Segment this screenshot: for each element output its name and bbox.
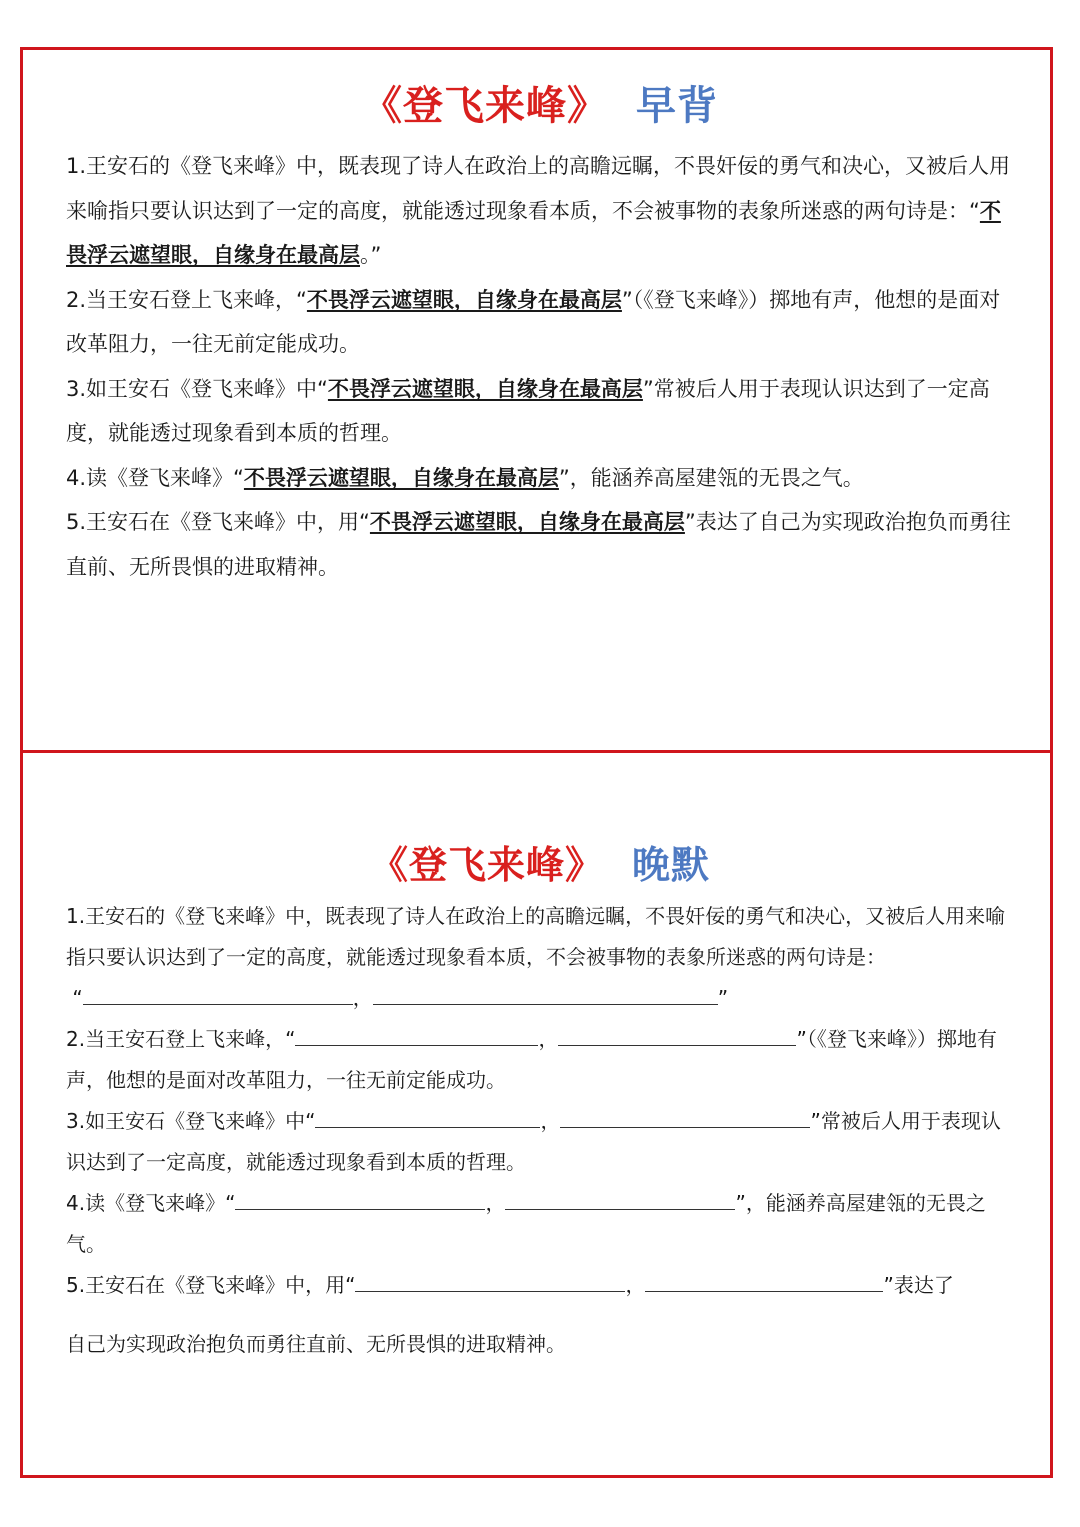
evening-question-1 bbox=[66, 896, 1016, 1019]
answer-blank[interactable] bbox=[505, 1185, 735, 1210]
question-text: ”（《登飞来峰》）掷地有声，他想的是面对改革阻力，一往无前定能成功。 bbox=[66, 1027, 997, 1092]
question-text: 1.王安石的《登飞来峰》中，既表现了诗人在政治上的高瞻远瞩，不畏奸佞的勇气和决心，又被后人用来喻指只要认识达到了一定的高度，就能透过现象看本质，不会被事物的表象所迷惑的两句诗是：“ bbox=[66, 154, 1011, 223]
question-text: 4.读《登飞来峰》“ bbox=[66, 1191, 236, 1215]
comma: ， bbox=[540, 1109, 561, 1133]
morning-title-label: 早背 bbox=[636, 83, 718, 129]
evening-title-label: 晚默 bbox=[632, 843, 711, 887]
answer-text: 不畏浮云遮望眼，自缘身在最高层 bbox=[327, 376, 643, 401]
question-text: ”，能涵养高屋建瓴的无畏之气。 bbox=[66, 1191, 986, 1256]
answer-blank[interactable] bbox=[373, 980, 718, 1005]
evening-question-5 bbox=[66, 1265, 1016, 1306]
answer-blank[interactable] bbox=[560, 1103, 810, 1128]
section-divider bbox=[20, 750, 1053, 753]
answer-text: 不畏浮云遮望眼，自缘身在最高层 bbox=[66, 198, 1001, 267]
question-text: 1.王安石的《登飞来峰》中，既表现了诗人在政治上的高瞻远瞩，不畏奸佞的勇气和决心，又被后人用来喻指只要认识达到了一定的高度，就能透过现象看本质，不会被事物的表象所迷惑的两句诗是： bbox=[66, 904, 1006, 969]
evening-question-2 bbox=[66, 1019, 1016, 1101]
question-text: ”表达了 bbox=[883, 1273, 954, 1297]
evening-question-4 bbox=[66, 1183, 1016, 1265]
question-text: ”常被后人用于表现认识达到了一定高度，就能透过现象看到本质的哲理。 bbox=[66, 1109, 1001, 1174]
evening-title bbox=[0, 834, 1080, 889]
morning-question-4 bbox=[66, 456, 1016, 501]
answer-text: 不畏浮云遮望眼，自缘身在最高层 bbox=[369, 510, 685, 534]
answer-text: 不畏浮云遮望眼，自缘身在最高层 bbox=[243, 465, 559, 490]
morning-question-3 bbox=[66, 367, 1016, 456]
question-text: ”常被后人用于表现认识达到了一定高度，就能透过现象看到本质的哲理。 bbox=[66, 376, 990, 445]
morning-title bbox=[0, 74, 1080, 131]
answer-blank[interactable] bbox=[295, 1021, 538, 1046]
answer-blank[interactable] bbox=[558, 1021, 796, 1046]
quote-mark: “ bbox=[72, 986, 83, 1010]
morning-title-poem: 《登飞来峰》 bbox=[362, 83, 608, 129]
question-text: 。” bbox=[360, 243, 382, 267]
answer-blank[interactable] bbox=[315, 1103, 540, 1128]
comma: ， bbox=[625, 1273, 646, 1297]
question-text: 4.读《登飞来峰》“ bbox=[66, 465, 244, 490]
evening-title-poem: 《登飞来峰》 bbox=[369, 843, 604, 887]
question-text: 5.王安石在《登飞来峰》中，用“ bbox=[66, 1273, 356, 1297]
evening-question-3 bbox=[66, 1101, 1016, 1183]
quote-mark: ” bbox=[717, 986, 729, 1010]
question-text: 3.如王安石《登飞来峰》中“ bbox=[66, 376, 328, 401]
morning-question-5 bbox=[66, 500, 1016, 589]
question-text: ”，能涵养高屋建瓴的无畏之气。 bbox=[558, 465, 864, 490]
answer-blank[interactable] bbox=[235, 1185, 485, 1210]
answer-blank[interactable] bbox=[355, 1267, 625, 1292]
question-text: 2.当王安石登上飞来峰，“ bbox=[66, 287, 307, 312]
comma: ， bbox=[538, 1027, 559, 1051]
answer-blank[interactable] bbox=[645, 1267, 883, 1292]
morning-question-1 bbox=[66, 144, 1016, 278]
morning-question-2 bbox=[66, 278, 1016, 367]
answer-blank[interactable] bbox=[83, 980, 353, 1005]
question-text: ”表达了自己为实现政治抱负而勇往直前、无所畏惧的进取精神。 bbox=[66, 510, 1011, 579]
comma: ， bbox=[485, 1191, 506, 1215]
evening-questions bbox=[66, 896, 1016, 1365]
question-text: 2.当王安石登上飞来峰，“ bbox=[66, 1027, 296, 1051]
evening-question-5-cont: 自己为实现政治抱负而勇往直前、无所畏惧的进取精神。 bbox=[66, 1332, 566, 1356]
question-text: 3.如王安石《登飞来峰》中“ bbox=[66, 1109, 316, 1133]
question-text: 5.王安石在《登飞来峰》中，用“ bbox=[66, 510, 370, 534]
question-text: ”（《登飞来峰》）掷地有声，他想的是面对改革阻力，一往无前定能成功。 bbox=[66, 287, 1001, 356]
comma: ， bbox=[352, 986, 373, 1010]
morning-questions bbox=[66, 144, 1016, 589]
answer-text: 不畏浮云遮望眼，自缘身在最高层 bbox=[306, 287, 622, 312]
